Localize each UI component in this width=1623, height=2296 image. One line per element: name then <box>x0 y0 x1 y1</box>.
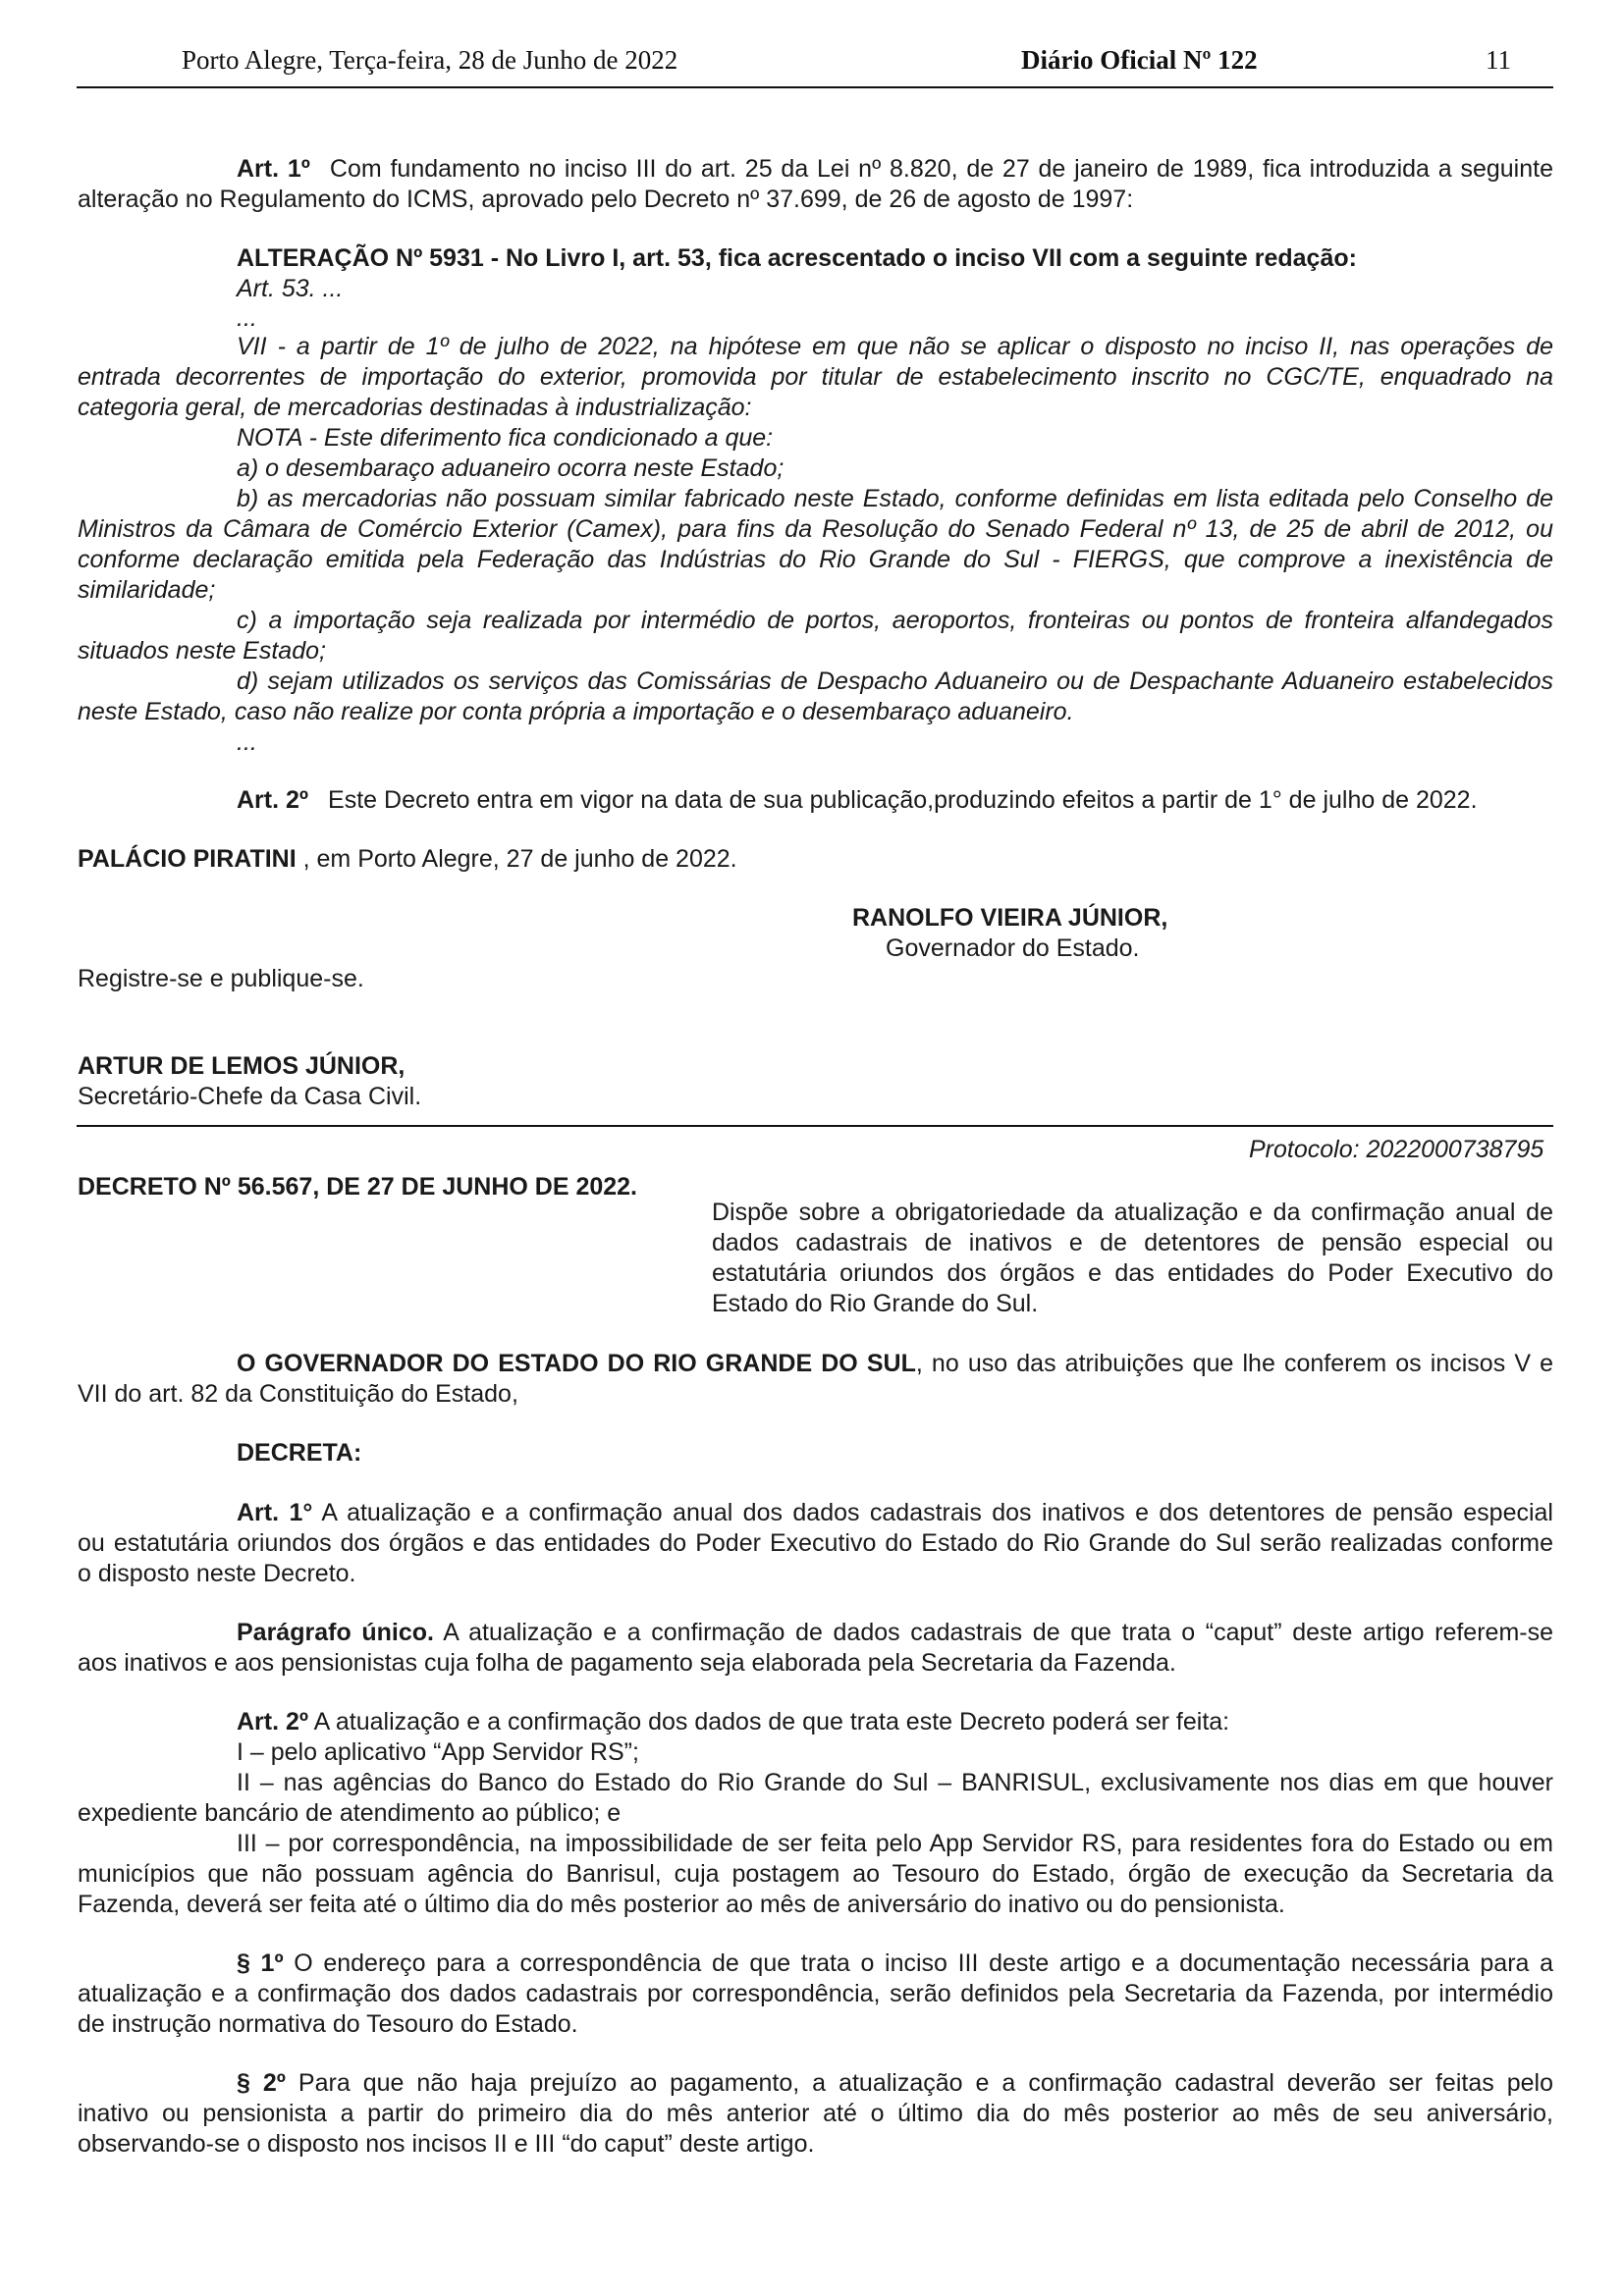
item-d-line1: d) sejam utilizados os serviços das Comissárias de Despacho Aduaneiro ou de Despachante Aduaneiro estabelecidos <box>237 667 1553 695</box>
registre-line: Registre-se e publique-se. <box>78 965 364 992</box>
item-b-line4: similaridade; <box>78 576 216 604</box>
par2-line2: inativo ou pensionista a partir do primeiro dia do mês anterior até o último dia do mês posterior ao mês de seu aniversário, <box>78 2100 1553 2127</box>
secretary-name: ARTUR DE LEMOS JÚNIOR, <box>78 1052 406 1080</box>
item-d-line2: neste Estado, caso não realize por conta própria a importação e o desembaraço aduaneiro. <box>78 698 1074 725</box>
ellipsis-1: ... <box>237 304 257 332</box>
inciso-iii-line1: III – por correspondência, na impossibilidade de ser feita pelo App Servidor RS, para residentes fora do Estado ou em <box>237 1830 1553 1857</box>
art1-label: Art. 1° <box>237 1499 313 1526</box>
inciso-ii-line1: II – nas agências do Banco do Estado do Rio Grande do Sul – BANRISUL, exclusivamente nos dias em que houver <box>237 1769 1553 1796</box>
inciso-vii-line3: categoria geral, de mercadorias destinadas à industrialização: <box>78 394 752 421</box>
paragrafo-unico-label: Parágrafo único. <box>237 1619 434 1646</box>
preamble-line1: O GOVERNADOR DO ESTADO DO RIO GRANDE DO SUL, no uso das atribuições que lhe conferem os incisos V e <box>237 1350 1554 1377</box>
inciso-vii-line1: VII - a partir de 1º de julho de 2022, na hipótese em que não se aplicar o disposto no inciso II, nas operações de <box>237 333 1553 360</box>
item-c-line2: situados neste Estado; <box>78 637 326 665</box>
item-b-line3: conforme declaração emitida pela Federação das Indústrias do Rio Grande do Sul - FIERGS, que comprove a inexistência de <box>78 546 1553 573</box>
palacio-label: PALÁCIO PIRATINI <box>78 845 297 873</box>
header-journal-title: Diário Oficial Nº 122 <box>1021 45 1258 75</box>
ementa-line4: Estado do Rio Grande do Sul. <box>712 1290 1039 1317</box>
par2-line3: observando-se o disposto nos incisos II e III “do caput” deste artigo. <box>78 2130 815 2158</box>
ementa-line3: estatutária oriundos dos órgãos e das entidades do Poder Executivo do <box>712 1259 1553 1287</box>
prev-art1-line1: Art. 1º Com fundamento no inciso III do art. 25 da Lei nº 8.820, de 27 de janeiro de 1989, fica introduzida a seguinte <box>237 155 1553 183</box>
section-divider <box>77 1125 1553 1127</box>
inciso-ii-line2: expediente bancário de atendimento ao público; e <box>78 1799 622 1827</box>
par2-label: § 2º <box>237 2069 286 2097</box>
art2-label: Art. 2º <box>237 1708 309 1735</box>
inciso-iii-line3: Fazenda, deverá ser feita até o último dia do mês posterior ao mês de aniversário do inativo ou do pensionista. <box>78 1891 1285 1918</box>
item-a: a) o desembaraço aduaneiro ocorra neste Estado; <box>237 454 784 482</box>
prev-art1-line2: alteração no Regulamento do ICMS, aprovado pelo Decreto nº 37.699, de 26 de agosto de 1997: <box>78 186 1134 213</box>
preamble-line2: VII do art. 82 da Constituição do Estado, <box>78 1380 518 1408</box>
ellipsis-2: ... <box>237 728 257 756</box>
par1-line3: de instrução normativa do Tesouro do Estado. <box>78 2010 578 2038</box>
header-page-number: 11 <box>1486 45 1511 75</box>
governor-name: RANOLFO VIEIRA JÚNIOR, <box>852 904 1168 932</box>
art1-line2: ou estatutária oriundos dos órgãos e das entidades do Poder Executivo do Estado do Rio Grande do Sul serão realizadas conforme <box>78 1529 1553 1557</box>
par1-line1: § 1º O endereço para a correspondência de que trata o inciso III deste artigo e a documentação necessária para a <box>237 1949 1553 1977</box>
paragrafo-unico-line2: aos inativos e aos pensionistas cuja folha de pagamento seja elaborada pela Secretaria da Fazenda. <box>78 1649 1176 1677</box>
paragrafo-unico-line1: Parágrafo único. A atualização e a confirmação de dados cadastrais de que trata o “caput” deste artigo referem-se <box>237 1619 1553 1646</box>
art2-line1: Art. 2º A atualização e a confirmação dos dados de que trata este Decreto poderá ser feita: <box>237 1708 1230 1735</box>
prev-art1-label: Art. 1º <box>237 155 310 183</box>
par2-line1: § 2º Para que não haja prejuízo ao pagamento, a atualização e a confirmação cadastral deverão ser feitas pelo <box>237 2069 1553 2097</box>
item-b-line2: Ministros da Câmara de Comércio Exterior (Camex), para fins da Resolução do Senado Federal nº 13, de 25 de abril de 2012, ou <box>78 515 1553 543</box>
item-b-line1: b) as mercadorias não possuam similar fabricado neste Estado, conforme definidas em lista editada pelo Conselho de <box>237 485 1553 512</box>
palacio-line: PALÁCIO PIRATINI , em Porto Alegre, 27 de junho de 2022. <box>78 845 737 873</box>
governor-title: Governador do Estado. <box>886 934 1140 962</box>
item-c-line1: c) a importação seja realizada por intermédio de portos, aeroportos, fronteiras ou pontos de fronteira alfandegados <box>237 607 1553 634</box>
par1-label: § 1º <box>237 1949 284 1977</box>
prev-art2: Art. 2º Este Decreto entra em vigor na data de sua publicação,produzindo efeitos a partir de 1° de julho de 2022. <box>237 786 1478 814</box>
inciso-i: I – pelo aplicativo “App Servidor RS”; <box>237 1738 639 1766</box>
inciso-vii-line2: entrada decorrentes de importação do exterior, promovida por titular de estabelecimento inscrito no CGC/TE, enquadrado na <box>78 363 1553 391</box>
art1-line1: Art. 1° A atualização e a confirmação anual dos dados cadastrais dos inativos e dos detentores de pensão especial <box>237 1499 1553 1526</box>
par1-line2: atualização e a confirmação dos dados cadastrais por correspondência, serão definidos pela Secretaria da Fazenda, por intermédio <box>78 1980 1553 2007</box>
inciso-iii-line2: municípios que não possuam agência do Banrisul, cuja postagem ao Tesouro do Estado, órgão de execução da Secretaria da <box>78 1860 1553 1888</box>
prev-art2-label: Art. 2º <box>237 786 309 814</box>
header-rule <box>77 86 1553 88</box>
art53-line: Art. 53. ... <box>237 275 344 302</box>
header-date: Porto Alegre, Terça-feira, 28 de Junho de 2022 <box>182 45 678 75</box>
protocol-number: Protocolo: 2022000738795 <box>1249 1136 1544 1163</box>
decreta-heading: DECRETA: <box>237 1439 362 1467</box>
secretary-title: Secretário-Chefe da Casa Civil. <box>78 1083 422 1110</box>
alteracao-title: ALTERAÇÃO Nº 5931 - No Livro I, art. 53, fica acrescentado o inciso VII com a seguinte redação: <box>237 244 1357 272</box>
ementa-line1: Dispõe sobre a obrigatoriedade da atualização e da confirmação anual de <box>712 1199 1553 1226</box>
art1-line3: o disposto neste Decreto. <box>78 1560 356 1587</box>
ementa-line2: dados cadastrais de inativos e de detentores de pensão especial ou <box>712 1229 1553 1256</box>
nota-line: NOTA - Este diferimento fica condicionado a que: <box>237 424 774 452</box>
preamble-label: O GOVERNADOR DO ESTADO DO RIO GRANDE DO SUL <box>237 1350 916 1377</box>
decree-title: DECRETO Nº 56.567, DE 27 DE JUNHO DE 2022. <box>78 1173 638 1201</box>
